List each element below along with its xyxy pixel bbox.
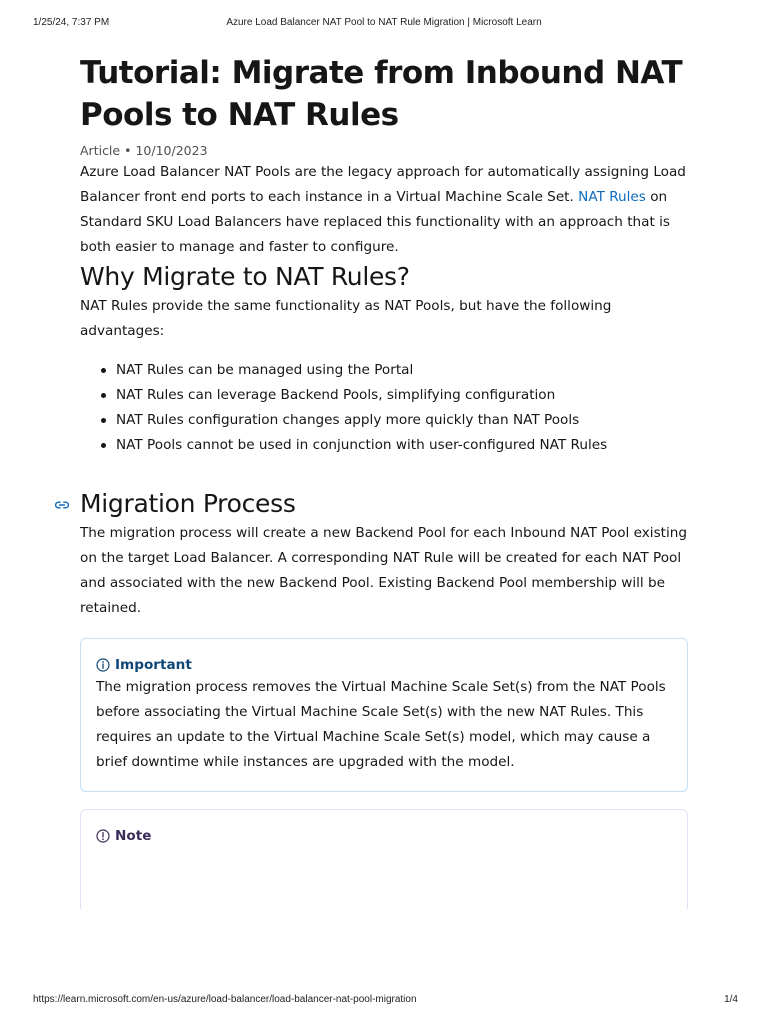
article-meta [80, 142, 692, 160]
migration-process-heading: Migration Process [80, 489, 296, 518]
print-doc-title: Azure Load Balancer NAT Pool to NAT Rule Migration | Microsoft Learn [226, 17, 542, 28]
note-icon [96, 829, 110, 843]
important-alert-title [96, 655, 672, 675]
page-title: Tutorial: Migrate from Inbound NAT Pools to NAT Rules [80, 55, 683, 133]
intro-paragraph [80, 160, 692, 260]
anchor-link-icon[interactable] [54, 498, 70, 512]
note-label: Note [115, 828, 152, 844]
print-datetime: 1/25/24, 7:37 PM [33, 17, 110, 28]
info-icon [96, 658, 110, 672]
article-date: 10/10/2023 [135, 143, 208, 158]
meta-separator: • [124, 143, 132, 158]
note-alert [80, 809, 688, 909]
article-type: Article [80, 143, 121, 158]
why-migrate-lead: NAT Rules provide the same functionality as NAT Pools, but have the following advantages: [80, 298, 612, 339]
important-label: Important [115, 657, 192, 673]
print-footer [0, 994, 768, 1008]
intro-text-2: on Standard SKU Load Balancers have replaced this functionality with an approach that is both easier to manage and faster to configure. [80, 189, 670, 255]
note-alert-title [96, 826, 672, 846]
page-number: 1/4 [724, 994, 738, 1005]
nat-rules-link[interactable]: NAT Rules [578, 189, 646, 205]
migration-heading-wrap [80, 487, 692, 521]
advantages-list [80, 358, 692, 458]
list-item: NAT Rules can leverage Backend Pools, simplifying configuration [116, 383, 692, 408]
list-item: NAT Rules can be managed using the Portal [116, 358, 692, 383]
intro-text-1: Azure Load Balancer NAT Pools are the legacy approach for automatically assigning Load Balancer front end ports to each instance in a Virtual Machine Scale Set. [80, 164, 686, 205]
why-migrate-heading: Why Migrate to NAT Rules? [80, 262, 410, 291]
list-item: NAT Rules configuration changes apply more quickly than NAT Pools [116, 408, 692, 433]
list-item: NAT Pools cannot be used in conjunction with user-configured NAT Rules [116, 433, 692, 458]
print-header [0, 17, 768, 31]
important-alert-body: The migration process removes the Virtual Machine Scale Set(s) from the NAT Pools before associating the Virtual Machine Scale Set(s) with the new NAT Rules. This requires an update to the Virtual Machine Scale Set(s) model, which may cause a brief downtime while instances are upgraded with the model. [96, 679, 666, 770]
print-url: https://learn.microsoft.com/en-us/azure/load-balancer/load-balancer-nat-pool-migration [33, 994, 417, 1005]
article-content [80, 52, 692, 909]
migration-process-body: The migration process will create a new Backend Pool for each Inbound NAT Pool existing on the target Load Balancer. A corresponding NAT Rule will be created for each NAT Pool and associated with the new Backend Pool. Existing Backend Pool membership will be retained. [80, 525, 688, 616]
important-alert [80, 638, 688, 792]
